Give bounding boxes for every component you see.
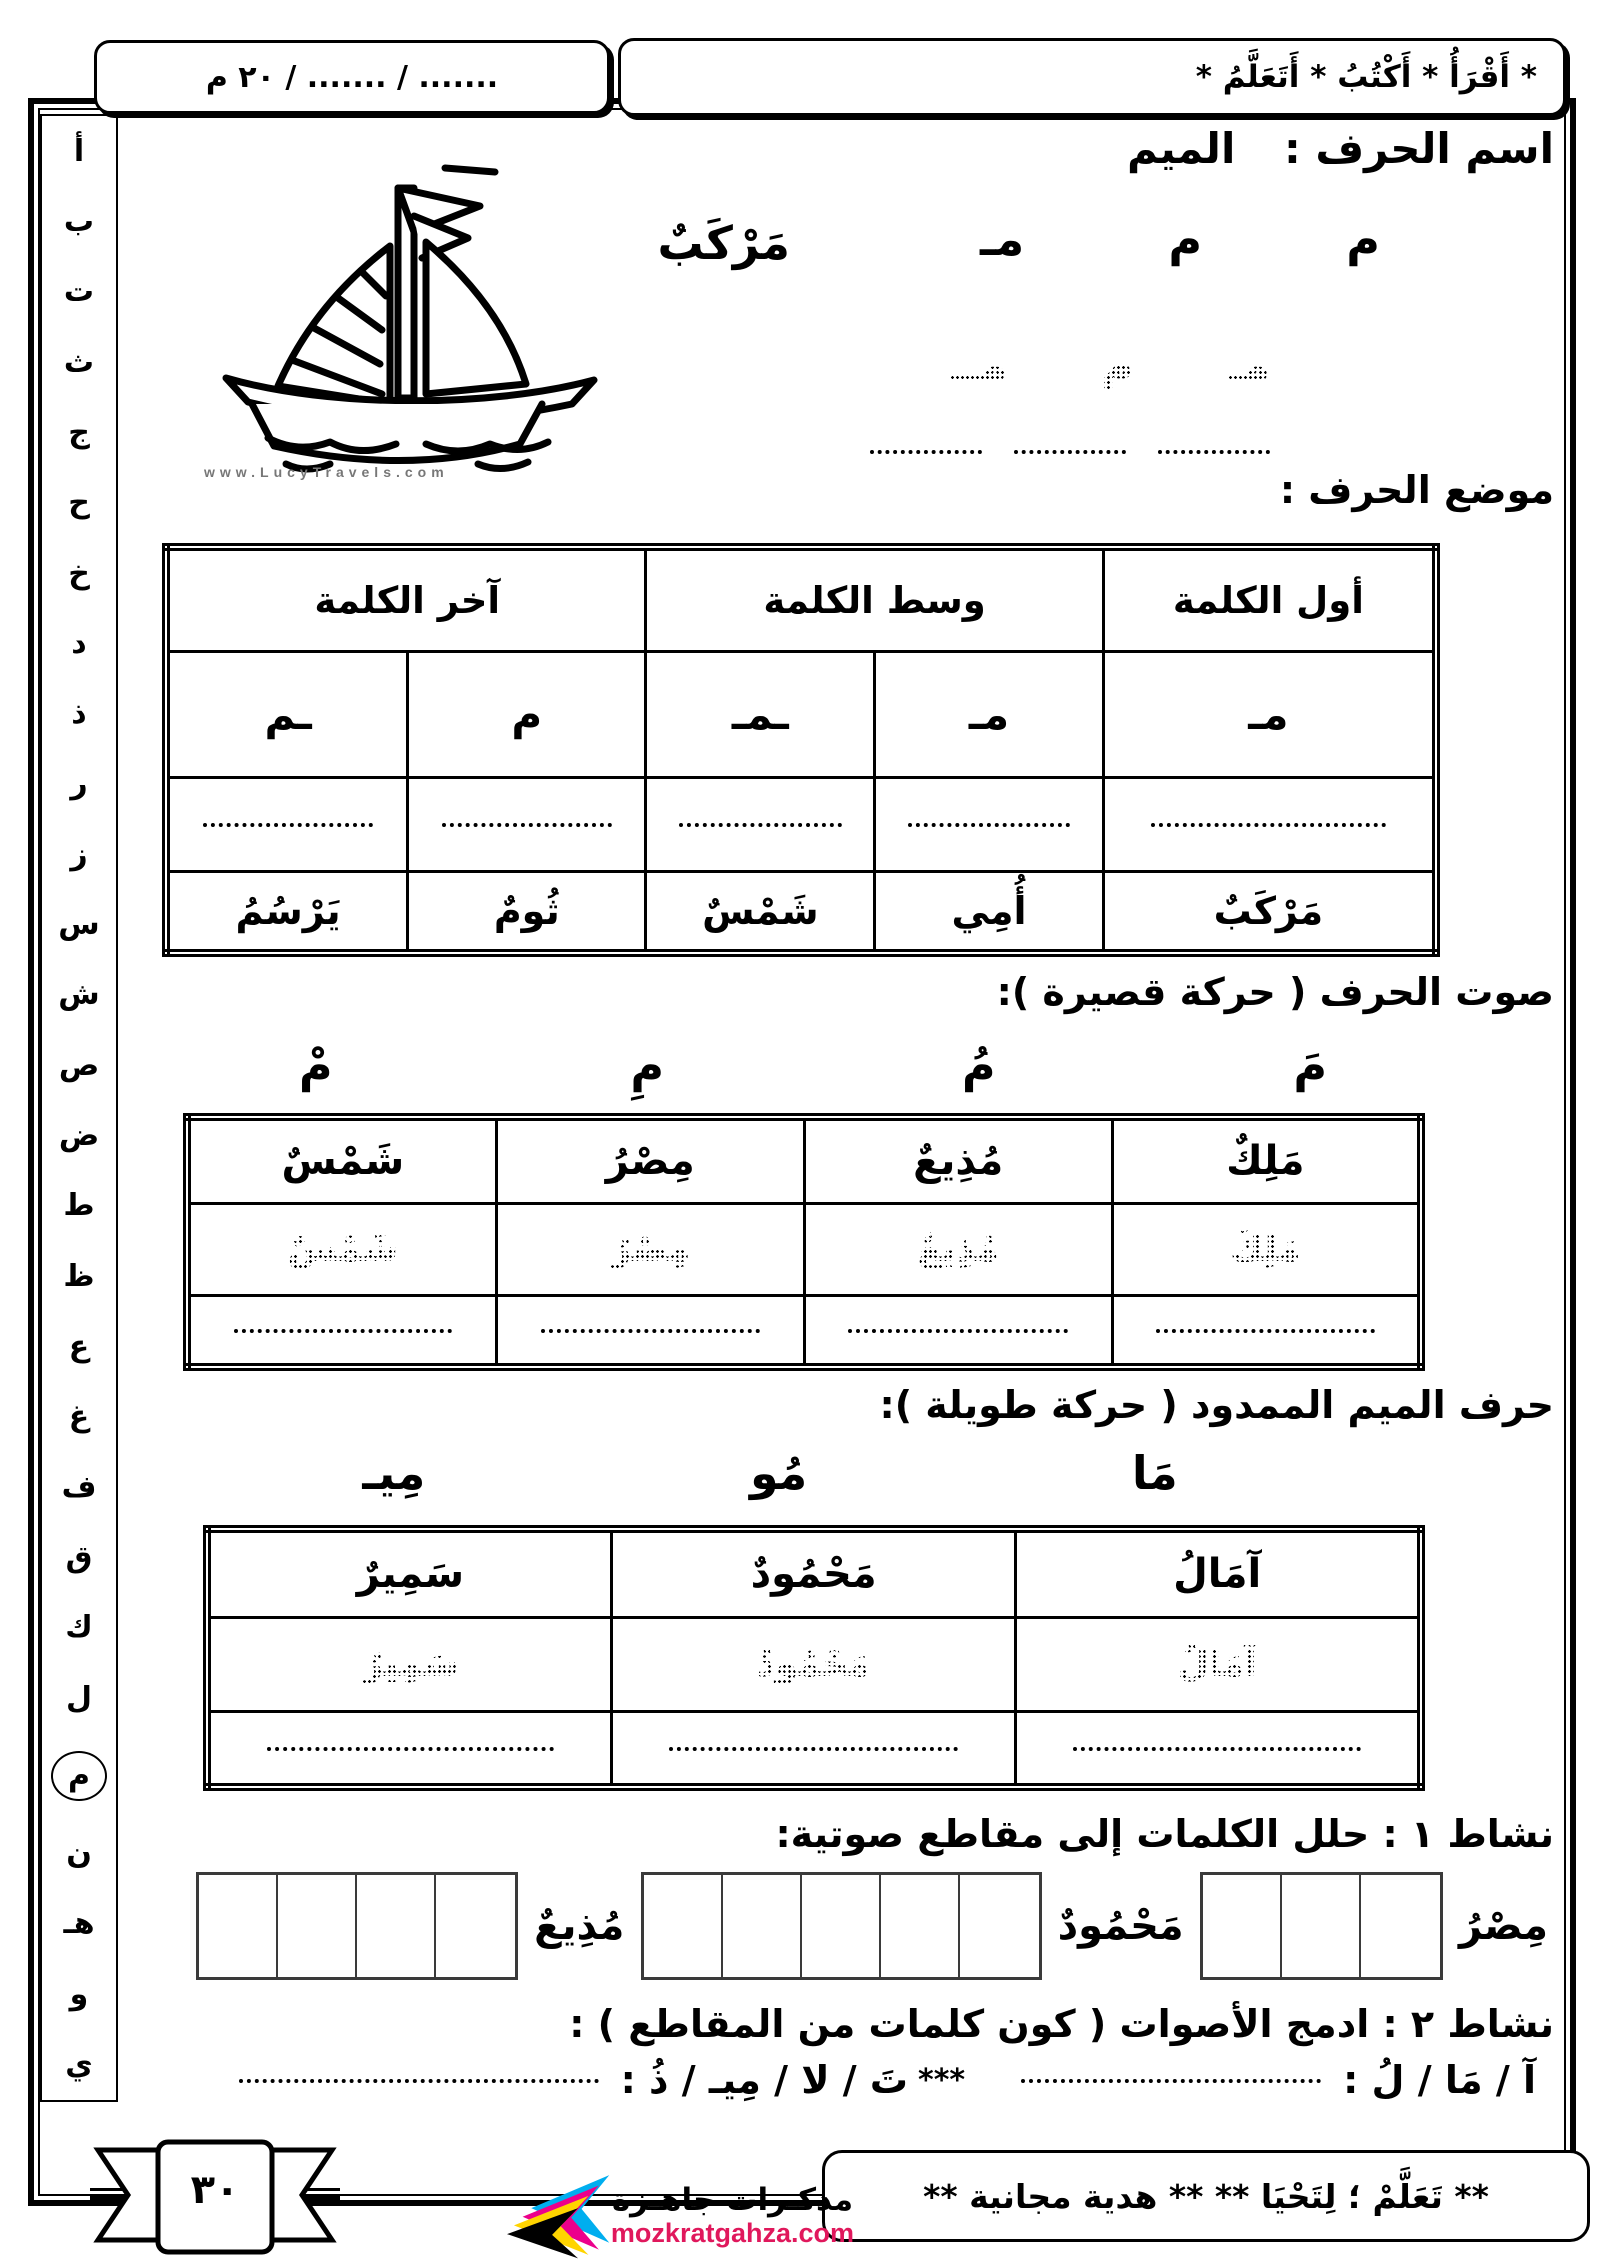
word: مَلِكٌ bbox=[1112, 1117, 1421, 1203]
trace-word[interactable]: مُذِيعٌ bbox=[917, 1228, 999, 1270]
answer-line[interactable] bbox=[442, 821, 611, 827]
activity1-word: مُذِيعٌ bbox=[534, 1903, 625, 1949]
syllable-cell[interactable] bbox=[1203, 1875, 1282, 1977]
trace-answer-lines bbox=[870, 448, 1270, 454]
trace-word[interactable]: آمَالُ bbox=[1177, 1643, 1257, 1685]
position-header-final: آخر الكلمة bbox=[166, 547, 646, 651]
footer-slogan-box bbox=[822, 2150, 1590, 2242]
answer-line[interactable] bbox=[203, 821, 373, 827]
date-field[interactable]: ....... / ....... / ٢٠ م bbox=[205, 59, 499, 95]
syllable-box bbox=[1200, 1872, 1443, 1980]
word: مَحْمُودٌ bbox=[611, 1529, 1015, 1617]
sidebar-letter[interactable]: ض bbox=[58, 1118, 100, 1154]
syllable-cell[interactable] bbox=[1282, 1875, 1361, 1977]
sidebar-letter[interactable]: ك bbox=[65, 1610, 93, 1646]
position-form: م bbox=[408, 651, 646, 777]
position-example-word: شَمْسٌ bbox=[646, 871, 875, 953]
answer-line[interactable] bbox=[1151, 821, 1387, 827]
position-form: مـ bbox=[875, 651, 1103, 777]
syllable-cell[interactable] bbox=[357, 1875, 436, 1977]
activity2-title: نشاط ٢ : ادمج الأصوات ( كون كلمات من المقاطع ) : bbox=[569, 2002, 1554, 2046]
sidebar-letter-current[interactable]: م bbox=[51, 1751, 107, 1801]
trace-letter[interactable]: مـ bbox=[1227, 340, 1270, 391]
answer-line[interactable] bbox=[908, 821, 1070, 827]
position-example-word: أُمِي bbox=[875, 871, 1103, 953]
activity1-title: نشاط ١ : حلل الكلمات إلى مقاطع صوتية: bbox=[775, 1812, 1554, 1856]
long-vowel-title: حرف الميم الممدود ( حركة طويلة ): bbox=[879, 1383, 1554, 1427]
word: مِصْرُ bbox=[496, 1117, 804, 1203]
sidebar-letter[interactable]: د bbox=[71, 625, 87, 661]
trace-word[interactable]: شَمْسٌ bbox=[287, 1228, 399, 1270]
trace-word[interactable]: مَلِكٌ bbox=[1230, 1228, 1301, 1270]
short-vowel-form: مْ bbox=[298, 1038, 333, 1092]
activity1-word: مَحْمُودٌ bbox=[1057, 1903, 1184, 1949]
trace-word[interactable]: مَحْمُودٌ bbox=[756, 1643, 871, 1685]
trace-word[interactable]: مِصْرُ bbox=[610, 1228, 691, 1270]
sidebar-letter[interactable]: ف bbox=[61, 1469, 97, 1505]
sidebar-letter[interactable]: ث bbox=[63, 344, 95, 380]
long-vowel-form: مِيـ bbox=[362, 1446, 426, 1500]
letter-forms-row bbox=[980, 212, 1380, 266]
syllable-box bbox=[196, 1872, 518, 1980]
answer-line[interactable] bbox=[669, 1745, 958, 1751]
motto-box bbox=[618, 38, 1566, 116]
position-header-medial: وسط الكلمة bbox=[646, 547, 1103, 651]
sidebar-letter[interactable]: ر bbox=[70, 766, 88, 802]
sidebar-letter[interactable]: ق bbox=[65, 1539, 93, 1575]
activity2-separator: *** bbox=[918, 2062, 966, 2098]
answer-line[interactable] bbox=[1014, 448, 1126, 454]
sidebar-letter[interactable]: خ bbox=[68, 555, 90, 591]
short-vowel-forms-row bbox=[150, 1038, 1476, 1092]
trace-letter[interactable]: مــ bbox=[950, 340, 1008, 391]
syllable-cell[interactable] bbox=[436, 1875, 515, 1977]
short-vowel-form: مَ bbox=[1293, 1038, 1328, 1092]
trace-letter[interactable]: م bbox=[1101, 340, 1134, 391]
sidebar-letter[interactable]: ظ bbox=[63, 1258, 95, 1294]
brand-footer bbox=[430, 2168, 860, 2262]
position-example-word: يَرْسُمُ bbox=[166, 871, 408, 953]
syllable-cell[interactable] bbox=[723, 1875, 802, 1977]
footer-slogan: ** تَعَلَّمْ ؛ لِتَحْيَا ** ** هدية مجانية ** bbox=[923, 2176, 1489, 2216]
sidebar-letter[interactable]: ع bbox=[68, 1328, 90, 1364]
sidebar-letter[interactable]: ذ bbox=[71, 696, 87, 732]
image-caption: www.LucyTravels.com bbox=[204, 464, 449, 480]
sidebar-letter[interactable]: هـ bbox=[63, 1906, 95, 1942]
word: شَمْسٌ bbox=[187, 1117, 496, 1203]
letter-name-heading bbox=[1127, 124, 1554, 173]
sidebar-letter[interactable]: ت bbox=[63, 274, 95, 310]
activity1-row bbox=[196, 1872, 1548, 1980]
word: آمَالُ bbox=[1016, 1529, 1421, 1617]
alphabet-sidebar bbox=[40, 114, 118, 2102]
sidebar-letter[interactable]: غ bbox=[68, 1399, 90, 1435]
syllable-box bbox=[641, 1872, 1042, 1980]
answer-line[interactable] bbox=[239, 2077, 599, 2083]
answer-line[interactable] bbox=[541, 1327, 761, 1333]
sidebar-letter[interactable]: أ bbox=[73, 133, 85, 169]
position-example-word: ثُومٌ bbox=[408, 871, 646, 953]
sidebar-letter[interactable]: ط bbox=[63, 1188, 95, 1224]
letter-form: مـ bbox=[980, 212, 1025, 266]
sidebar-letter[interactable]: ب bbox=[63, 203, 95, 239]
trace-forms-row bbox=[950, 340, 1270, 391]
position-form: ـمـ bbox=[646, 651, 875, 777]
position-header-initial: أول الكلمة bbox=[1103, 547, 1436, 651]
sailboat-icon bbox=[190, 146, 630, 482]
letter-name-value: الميم bbox=[1126, 124, 1236, 173]
syllable-cell[interactable] bbox=[881, 1875, 960, 1977]
brand-url[interactable]: mozkratgahza.com bbox=[610, 2217, 854, 2248]
answer-line[interactable] bbox=[1021, 2077, 1321, 2083]
page-number-ribbon bbox=[90, 2136, 340, 2258]
word: سَمِيرٌ bbox=[207, 1529, 611, 1617]
long-vowel-forms-row bbox=[200, 1446, 1340, 1500]
long-vowel-table bbox=[203, 1525, 1425, 1791]
sidebar-letter[interactable]: ي bbox=[65, 2047, 93, 2083]
sidebar-letter[interactable]: س bbox=[58, 907, 100, 943]
sidebar-letter[interactable]: ص bbox=[58, 1047, 100, 1083]
short-vowel-form: مُ bbox=[961, 1038, 996, 1092]
answer-line[interactable] bbox=[267, 1745, 554, 1751]
answer-line[interactable] bbox=[1156, 1327, 1374, 1333]
sailboat-illustration bbox=[190, 146, 630, 482]
answer-line[interactable] bbox=[679, 821, 842, 827]
letter-position-table bbox=[162, 543, 1440, 957]
date-box[interactable] bbox=[94, 40, 610, 114]
letter-form: م bbox=[1168, 212, 1203, 266]
syllable-cell[interactable] bbox=[278, 1875, 357, 1977]
position-section-title: موضع الحرف : bbox=[1279, 468, 1554, 512]
motto-text: * أَقْرَأُ * أَكْتُبُ * أَتَعَلَّمُ * bbox=[1195, 59, 1537, 95]
position-form: مـ bbox=[1103, 651, 1436, 777]
sidebar-letter[interactable]: ش bbox=[58, 977, 100, 1013]
sidebar-letter[interactable]: و bbox=[69, 1976, 89, 2012]
syllable-cell[interactable] bbox=[1361, 1875, 1440, 1977]
answer-line[interactable] bbox=[234, 1327, 453, 1333]
example-word: مَرْكَبٌ bbox=[657, 216, 790, 270]
brand-logo-icon bbox=[507, 2171, 611, 2259]
long-vowel-form: مَا bbox=[1131, 1446, 1178, 1500]
sidebar-letter[interactable]: ل bbox=[65, 1680, 93, 1716]
syllable-cell[interactable] bbox=[802, 1875, 881, 1977]
sidebar-letter[interactable]: ج bbox=[68, 414, 90, 450]
letter-form: م bbox=[1346, 212, 1380, 266]
brand-name: مذكـرات جاهـزة bbox=[611, 2181, 854, 2218]
activity1-word: مِصْرُ bbox=[1458, 1903, 1548, 1949]
short-vowel-title: صوت الحرف ( حركة قصيرة ): bbox=[996, 970, 1554, 1014]
position-form: ـم bbox=[166, 651, 408, 777]
position-example-word: مَرْكَبٌ bbox=[1103, 871, 1436, 953]
long-vowel-form: مُو bbox=[749, 1446, 808, 1500]
answer-line[interactable] bbox=[1073, 1745, 1361, 1751]
sidebar-letter[interactable]: ز bbox=[70, 836, 88, 872]
answer-line[interactable] bbox=[848, 1327, 1068, 1333]
word: مُذِيعٌ bbox=[804, 1117, 1112, 1203]
sidebar-letter[interactable]: ح bbox=[68, 485, 90, 521]
syllable-cell[interactable] bbox=[960, 1875, 1039, 1977]
answer-line[interactable] bbox=[870, 448, 982, 454]
answer-line[interactable] bbox=[1158, 448, 1270, 454]
letter-name-label: اسم الحرف : bbox=[1283, 124, 1554, 173]
page-number: ٣٠ bbox=[190, 2166, 240, 2213]
short-vowel-form: مِ bbox=[630, 1038, 665, 1092]
activity2-syllables: آ / مَا / لُ : bbox=[1343, 2058, 1536, 2102]
syllable-cell[interactable] bbox=[199, 1875, 278, 1977]
short-vowel-table bbox=[183, 1113, 1425, 1371]
activity2-syllables: تَ / لا / مِيـ / ذُ : bbox=[620, 2058, 909, 2102]
trace-word[interactable]: سَمِيرٌ bbox=[362, 1643, 459, 1685]
sidebar-letter[interactable]: ن bbox=[66, 1836, 92, 1872]
activity2-row bbox=[136, 2058, 1536, 2102]
syllable-cell[interactable] bbox=[644, 1875, 723, 1977]
